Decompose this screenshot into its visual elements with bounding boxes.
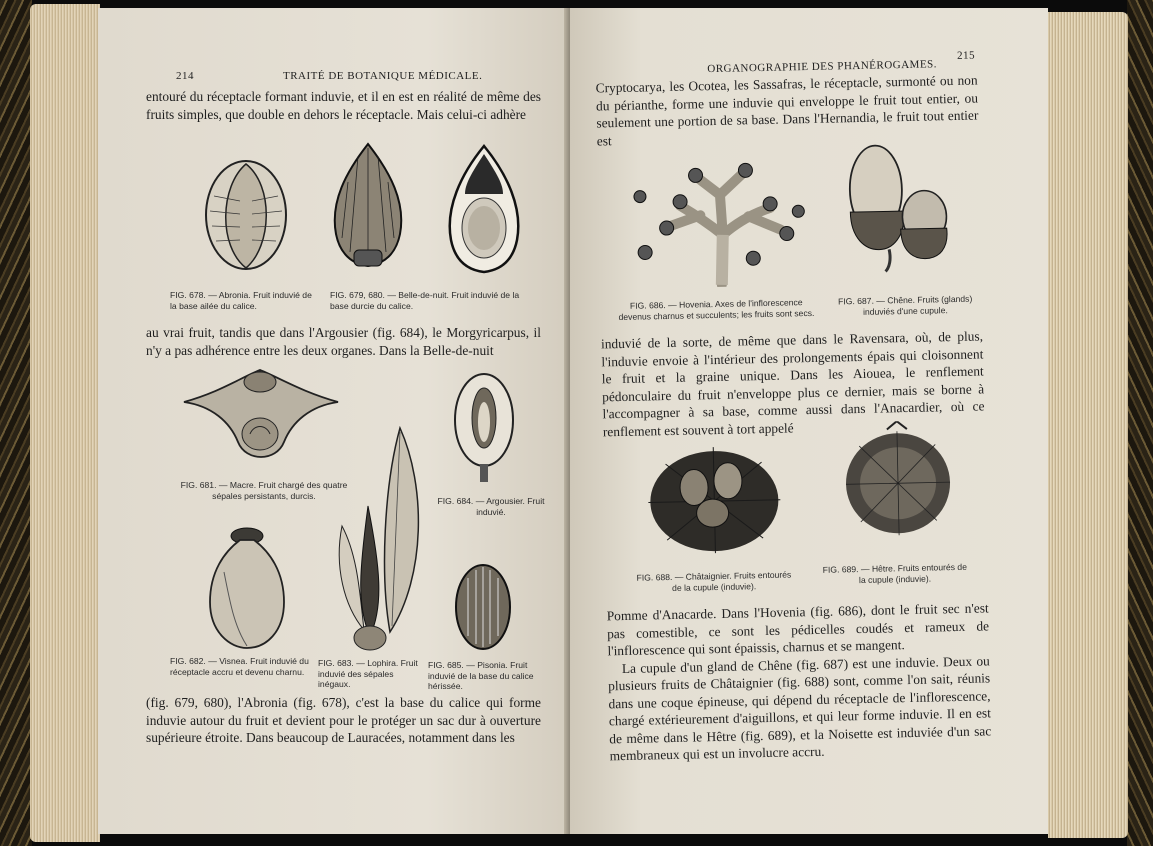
- caption-fig-683: FIG. 683. — Lophira. Fruit induvié des sépales inégaux.: [318, 658, 418, 689]
- figure-belle-de-nuit-section: [443, 144, 525, 274]
- paragraph-top: Cryptocarya, les Ocotea, les Sassafras, le réceptacle, surmonté ou non du périanthe, forme une induvie qui enveloppe le fruit tout entier, ou seulement une portion de sa base. Dans l'Hernandia, le fruit tout entier est: [595, 72, 979, 148]
- figure-abronia: [200, 156, 292, 274]
- figure-chene: [843, 140, 956, 274]
- caption-fig-689: FIG. 689. — Hêtre. Fruits entourés de la cupule (induvie).: [822, 561, 968, 585]
- running-head: TRAITÉ DE BOTANIQUE MÉDICALE.: [283, 70, 483, 82]
- running-head: ORGANOGRAPHIE DES PHANÉROGAMES.: [707, 58, 938, 76]
- figure-chataignier: [645, 442, 783, 557]
- page-stack-left: [30, 4, 100, 842]
- figure-belle-de-nuit-fruit: [328, 142, 408, 270]
- page-number: 215: [956, 49, 976, 62]
- paragraph-bottom: (fig. 679, 680), l'Abronia (fig. 678), c'est la base du calice qui forme induvie autour du fruit et devient pour le protéger un sac dur à ouverture supérieure étroite. Dans beaucoup de Lauracées, notamment dans les: [146, 695, 541, 745]
- figure-visnea: [204, 522, 290, 652]
- book-cover-right: [1127, 0, 1153, 846]
- figure-hovenia: [629, 153, 808, 289]
- page-number: 214: [176, 70, 194, 82]
- caption-fig-688: FIG. 688. — Châtaignier. Fruits entourés de la cupule (induvie).: [636, 569, 792, 593]
- figure-macre: [180, 362, 342, 468]
- figure-lophira: [330, 426, 430, 654]
- paragraph-top: entouré du réceptacle formant induvie, et il en est en réalité de même des fruits simples, que double en dehors le réceptacle. Mais celui-ci adhère: [146, 89, 541, 122]
- caption-fig-686: FIG. 686. — Hovenia. Axes de l'inflorescence devenus charnus et succulents; les fruits sont secs.: [618, 297, 815, 322]
- paragraph-bottom: Pomme d'Anacarde. Dans l'Hovenia (fig. 686), dont le fruit sec n'est pas comestible, ce sont les pédicelles coudés et rameux de l'inflorescence qui sont épaissis, charnus et se mangent. La cupule d'un gland de Chêne (fig. 687) est une induvie. Deux ou plusieurs fruits de Châtaignier (fig. 688) sont, comme l'on sait, réunis dans une coque épineuse, qui dépend du réceptacle de l'inflorescence, chargé extérieurement d'aiguillons, et qui leur forme induvie. Il en est de même dans le Hêtre (fig. 689), et la Noisette est induviée d'un sac membraneux qui est un involucre accru.: [606, 600, 992, 764]
- page-stack-right: [1048, 12, 1128, 838]
- caption-fig-685: FIG. 685. — Pisonia. Fruit induvié de la base du calice hérissée.: [428, 660, 534, 691]
- paragraph-middle: induvié de la sorte, de même que dans le Ravensara, où, de plus, l'induvie envoie à l'intérieur des prolongements épais qui cloisonnent le fruit et la graine unique. Dans les Aiouea, le renflement pédonculaire du fruit n'enveloppe plus ce dernier, mais se borne à l'accompagner à sa base, comme aussi dans l'Anacardier, où ce renflement est souvent à tort appelé: [600, 328, 985, 439]
- caption-fig-678: FIG. 678. — Abronia. Fruit induvié de la base ailée du calice.: [170, 290, 312, 311]
- figure-hetre: [841, 420, 955, 538]
- figure-pisonia: [454, 562, 512, 652]
- caption-fig-684: FIG. 684. — Argousier. Fruit induvié.: [437, 496, 545, 517]
- paragraph-middle: au vrai fruit, tandis que dans l'Argousier (fig. 684), le Morgyricarpus, il n'y a pas adhérence entre les deux organes. Dans la Belle-de-nuit: [146, 325, 541, 358]
- left-page: [98, 8, 568, 834]
- right-page: [570, 8, 1048, 834]
- book-cover-left: [0, 0, 32, 846]
- caption-fig-681: FIG. 681. — Macre. Fruit chargé des quatre sépales persistants, durcis.: [180, 480, 348, 501]
- caption-fig-679-680: FIG. 679, 680. — Belle-de-nuit. Fruit induvié de la base durcie du calice.: [330, 290, 520, 311]
- caption-fig-687: FIG. 687. — Chêne. Fruits (glands) induviés d'une cupule.: [837, 293, 973, 317]
- figure-argousier: [452, 370, 516, 482]
- caption-fig-682: FIG. 682. — Visnea. Fruit induvié du réceptacle accru et devenu charnu.: [170, 656, 309, 677]
